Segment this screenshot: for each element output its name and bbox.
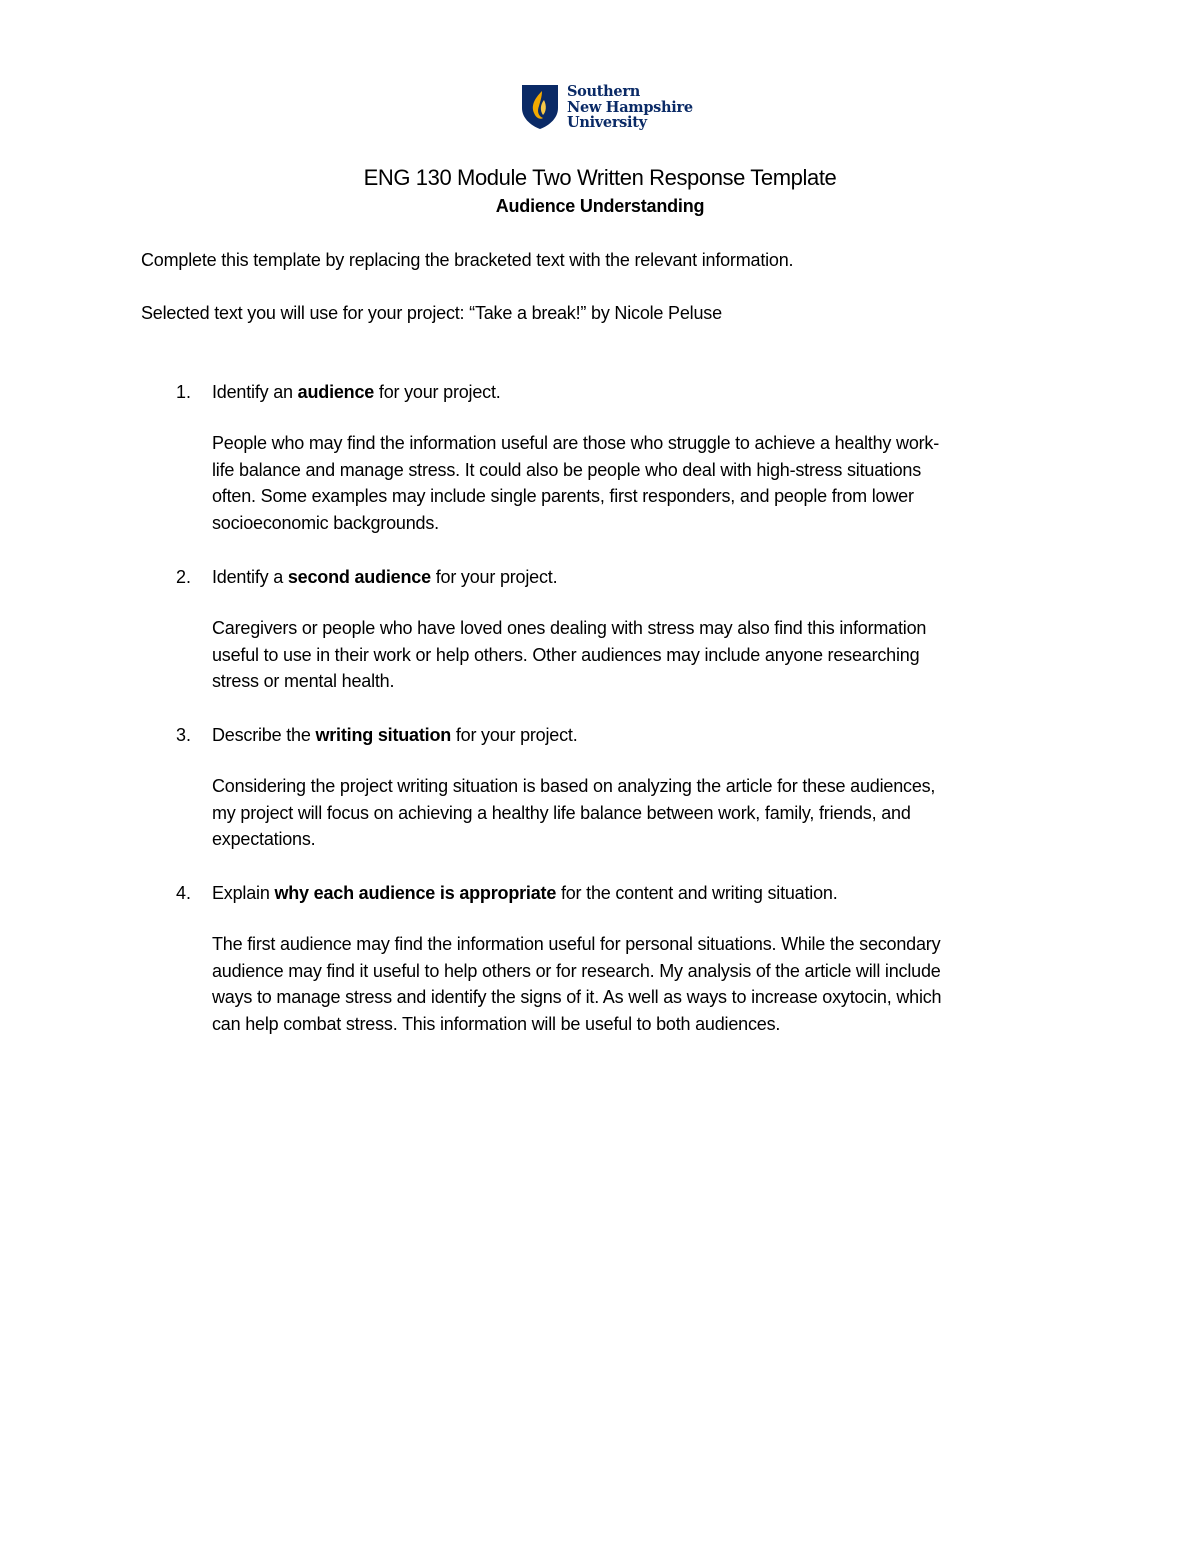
- item-4-answer: [212, 931, 1072, 1038]
- item-2-answer: [212, 615, 1072, 695]
- item-3-answer-line: expectations.: [212, 829, 316, 850]
- item-2-question-bold: second audience: [287, 567, 431, 587]
- logo-line-1: Southern: [567, 83, 640, 100]
- item-2-question: [212, 566, 557, 588]
- item-4-question: [212, 882, 838, 904]
- item-4-answer-line: can help combat stress. This information will be useful to both audiences.: [212, 1014, 781, 1035]
- item-3-question-bold: writing situation: [315, 725, 452, 745]
- item-1-answer: [212, 430, 1072, 537]
- item-2-question-post: for your project.: [430, 567, 558, 587]
- document-title: ENG 130 Module Two Written Response Template: [363, 165, 837, 190]
- item-1-answer-line: socioeconomic backgrounds.: [212, 513, 439, 534]
- selected-text-line: Selected text you will use for your project: “Take a break!” by Nicole Peluse: [141, 303, 722, 323]
- item-2-answer-line: useful to use in their work or help others. Other audiences may include anyone researching: [212, 644, 920, 665]
- logo-line-3: University: [567, 114, 647, 131]
- item-1-question-post: for your project.: [374, 382, 501, 402]
- logo-line-2: New Hampshire: [567, 98, 693, 116]
- item-3-answer: [212, 773, 1072, 853]
- item-1-answer-line: often. Some examples may include single parents, first responders, and people from lower: [212, 486, 914, 507]
- item-3-question: [212, 724, 578, 746]
- item-4-number: 4.: [176, 883, 192, 903]
- item-3-number: 3.: [176, 725, 192, 745]
- university-logo: [521, 84, 693, 131]
- logo-wordmark: [567, 84, 693, 131]
- item-1-number: 1.: [176, 382, 192, 402]
- shield-flame-icon: [521, 84, 559, 130]
- item-1-question: [212, 381, 501, 403]
- item-2-answer-line: Caregivers or people who have loved ones dealing with stress may also find this information: [212, 618, 927, 638]
- item-2-question-pre: Identify a: [212, 567, 288, 587]
- item-1-answer-line: People who may find the information useful are those who struggle to achieve a healthy work-: [212, 433, 940, 453]
- item-1-question-pre: Identify an: [212, 382, 298, 402]
- item-3-question-pre: Describe the: [212, 725, 316, 745]
- item-1-question-bold: audience: [297, 382, 375, 402]
- instructions-text: Complete this template by replacing the bracketed text with the relevant information.: [141, 250, 794, 270]
- item-2-answer-line: stress or mental health.: [212, 671, 395, 692]
- item-4-answer-line: The first audience may find the information useful for personal situations. While the secondary: [212, 934, 941, 954]
- item-4-answer-line: ways to manage stress and identify the signs of it. As well as ways to increase oxytocin, which: [212, 987, 942, 1008]
- item-4-question-post: for the content and writing situation.: [556, 883, 838, 903]
- item-3-answer-line: Considering the project writing situation is based on analyzing the article for these audiences,: [212, 776, 936, 796]
- document-subtitle: Audience Understanding: [495, 196, 705, 216]
- item-1-answer-line: life balance and manage stress. It could also be people who deal with high-stress situations: [212, 459, 922, 480]
- item-3-question-post: for your project.: [451, 725, 578, 745]
- item-4-answer-line: audience may find it useful to help others or for research. My analysis of the article will include: [212, 960, 941, 981]
- item-2-number: 2.: [176, 567, 192, 587]
- item-3-answer-line: my project will focus on achieving a healthy life balance between work, family, friends, and: [212, 802, 911, 823]
- item-4-question-pre: Explain: [212, 883, 275, 903]
- item-4-question-bold: why each audience is appropriate: [274, 883, 557, 903]
